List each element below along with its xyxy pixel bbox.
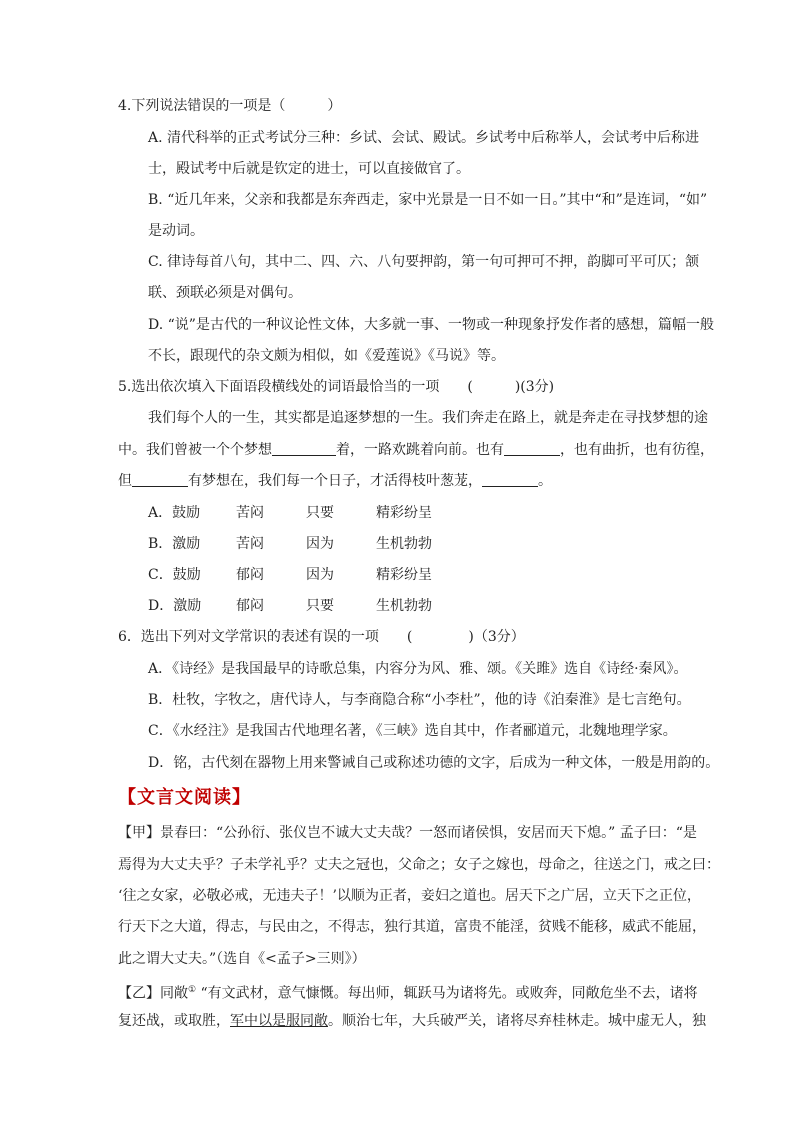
- option-word: 郁闷: [236, 567, 264, 583]
- fill-blank: [504, 441, 560, 456]
- option-word: C．鼓励: [148, 567, 201, 583]
- option-word: 因为: [306, 536, 334, 552]
- option-word: 精彩纷呈: [376, 505, 432, 521]
- option-word: 只要: [306, 505, 334, 521]
- q5-option-c: [148, 565, 466, 585]
- q6-stem: 6．选出下列对文学常识的表述有误的一项 ( )（3分）: [118, 629, 525, 645]
- q6-option-b: B．杜牧，字牧之，唐代诗人，与李商隐合称“小李杜”，他的诗《泊秦淮》是七言绝句。: [148, 692, 691, 708]
- q5-passage-text: 。: [538, 473, 552, 489]
- option-word: 苦闷: [236, 505, 264, 521]
- fill-blank: [132, 472, 188, 487]
- q4-option-b-line2: 是动词。: [148, 223, 204, 239]
- q4-option-d-line1: D. “说”是古代的一种议论性文体，大多就一事、一物或一种现象抒发作者的感想，篇幅一般: [148, 317, 714, 333]
- q4-option-b-line1: B. “近几年来，父亲和我都是东奔西走，家中光景是一日不如一日。”其中“和”是连词，“如”: [148, 192, 708, 208]
- passage-yi-line2: [118, 1011, 706, 1031]
- option-word: 精彩纷呈: [376, 567, 432, 583]
- q5-stem: 5.选出依次填入下面语段横线处的词语最恰当的一项 ( )(3分): [118, 379, 555, 395]
- option-word: 因为: [306, 567, 334, 583]
- option-word: B．激励: [148, 536, 201, 552]
- q5-passage-text: 中。我们曾被一个个梦想: [118, 442, 272, 458]
- fill-blank: [272, 441, 336, 456]
- passage-jia-line3: ‘往之女家，必敬必戒，无违夫子！’以顺为正者，妾妇之道也。居天下之广居，立天下之正位，: [118, 888, 701, 904]
- q5-passage-line1: 我们每个人的一生，其实都是追逐梦想的一生。我们奔走在路上，就是奔走在寻找梦想的途: [148, 410, 708, 426]
- q5-option-b: [148, 534, 466, 554]
- passage-yi-text: 。顺治七年，大兵破严关，诸将尽弃桂林走。城中虚无人，独: [328, 1013, 706, 1029]
- underlined-sentence: 军中以是服同敞: [230, 1013, 328, 1029]
- q5-passage-line3: [118, 471, 552, 491]
- passage-yi-line1: [118, 980, 698, 1004]
- q4-option-c-line1: C. 律诗每首八句，其中二、四、六、八句要押韵，第一句可押可不押，韵脚可平可仄；颔: [148, 254, 700, 270]
- q4-stem: 4.下列说法错误的一项是（ ）: [118, 98, 342, 114]
- q4-option-c-line2: 联、颈联必须是对偶句。: [148, 285, 302, 301]
- passage-jia-line4: 行天下之大道，得志，与民由之，不得志，独行其道，富贵不能淫，贫贱不能移，威武不能屈，: [118, 919, 706, 935]
- passage-jia-line1: 【甲】景春曰：“公孙衍、张仪岂不诚大丈夫哉？一怒而诸侯惧，安居而天下熄。” 孟子曰：“是: [118, 825, 697, 841]
- option-word: D．激励: [148, 598, 202, 614]
- q6-option-a: A．《诗经》是我国最早的诗歌总集，内容分为风、雅、颂。《关雎》选自《诗经·秦风》。: [148, 661, 688, 677]
- option-word: 只要: [306, 598, 334, 614]
- footnote-marker: ①: [188, 985, 197, 995]
- q6-option-d: D．铭，古代刻在器物上用来警诫自己或称述功德的文字，后成为一种文体，一般是用韵的。: [148, 755, 720, 771]
- q4-option-a-line2: 士，殿试考中后就是钦定的进士，可以直接做官了。: [148, 161, 470, 177]
- q4-option-a-line1: A. 清代科举的正式考试分三种：乡试、会试、殿试。乡试考中后称举人，会试考中后称进: [148, 130, 700, 146]
- passage-yi-text: “有文武材，意气慷慨。每出师，辄跃马为诸将先。或败奔，同敞危坐不去，诸将: [196, 985, 698, 1002]
- passage-jia-line2: 焉得为大丈夫乎？子未学礼乎？丈夫之冠也，父命之；女子之嫁也，母命之，往送之门，戒之曰：: [118, 857, 720, 873]
- option-word: A．鼓励: [148, 505, 201, 521]
- q5-option-d: [148, 596, 466, 616]
- option-word: 苦闷: [236, 536, 264, 552]
- q5-option-a: [148, 503, 466, 523]
- option-word: 郁闷: [236, 598, 264, 614]
- option-word: 生机勃勃: [376, 598, 432, 614]
- section-title: 【文言文阅读】: [118, 787, 251, 808]
- q5-passage-text: ，也有曲折，也有彷徨，: [560, 442, 714, 458]
- passage-yi-text: 复还战，或取胜，: [118, 1013, 230, 1029]
- passage-jia-line5: 此之谓大丈夫。”（选自《<孟子>三则》）: [118, 951, 366, 967]
- fill-blank: [482, 472, 538, 487]
- q5-passage-text: 有梦想在，我们每一个日子，才活得枝叶葱茏，: [188, 473, 482, 489]
- q4-option-d-line2: 不长，跟现代的杂文颇为相似，如《爱莲说》《马说》等。: [148, 348, 505, 364]
- passage-yi-text: 【乙】同敞: [118, 985, 188, 1002]
- q6-option-c: C．《水经注》是我国古代地理名著，《三峡》选自其中，作者郦道元，北魏地理学家。: [148, 723, 677, 739]
- q5-passage-text: 但: [118, 473, 132, 489]
- q5-passage-text: 着，一路欢跳着向前。也有: [336, 442, 504, 458]
- q5-passage-line2: [118, 440, 714, 460]
- option-word: 生机勃勃: [376, 536, 432, 552]
